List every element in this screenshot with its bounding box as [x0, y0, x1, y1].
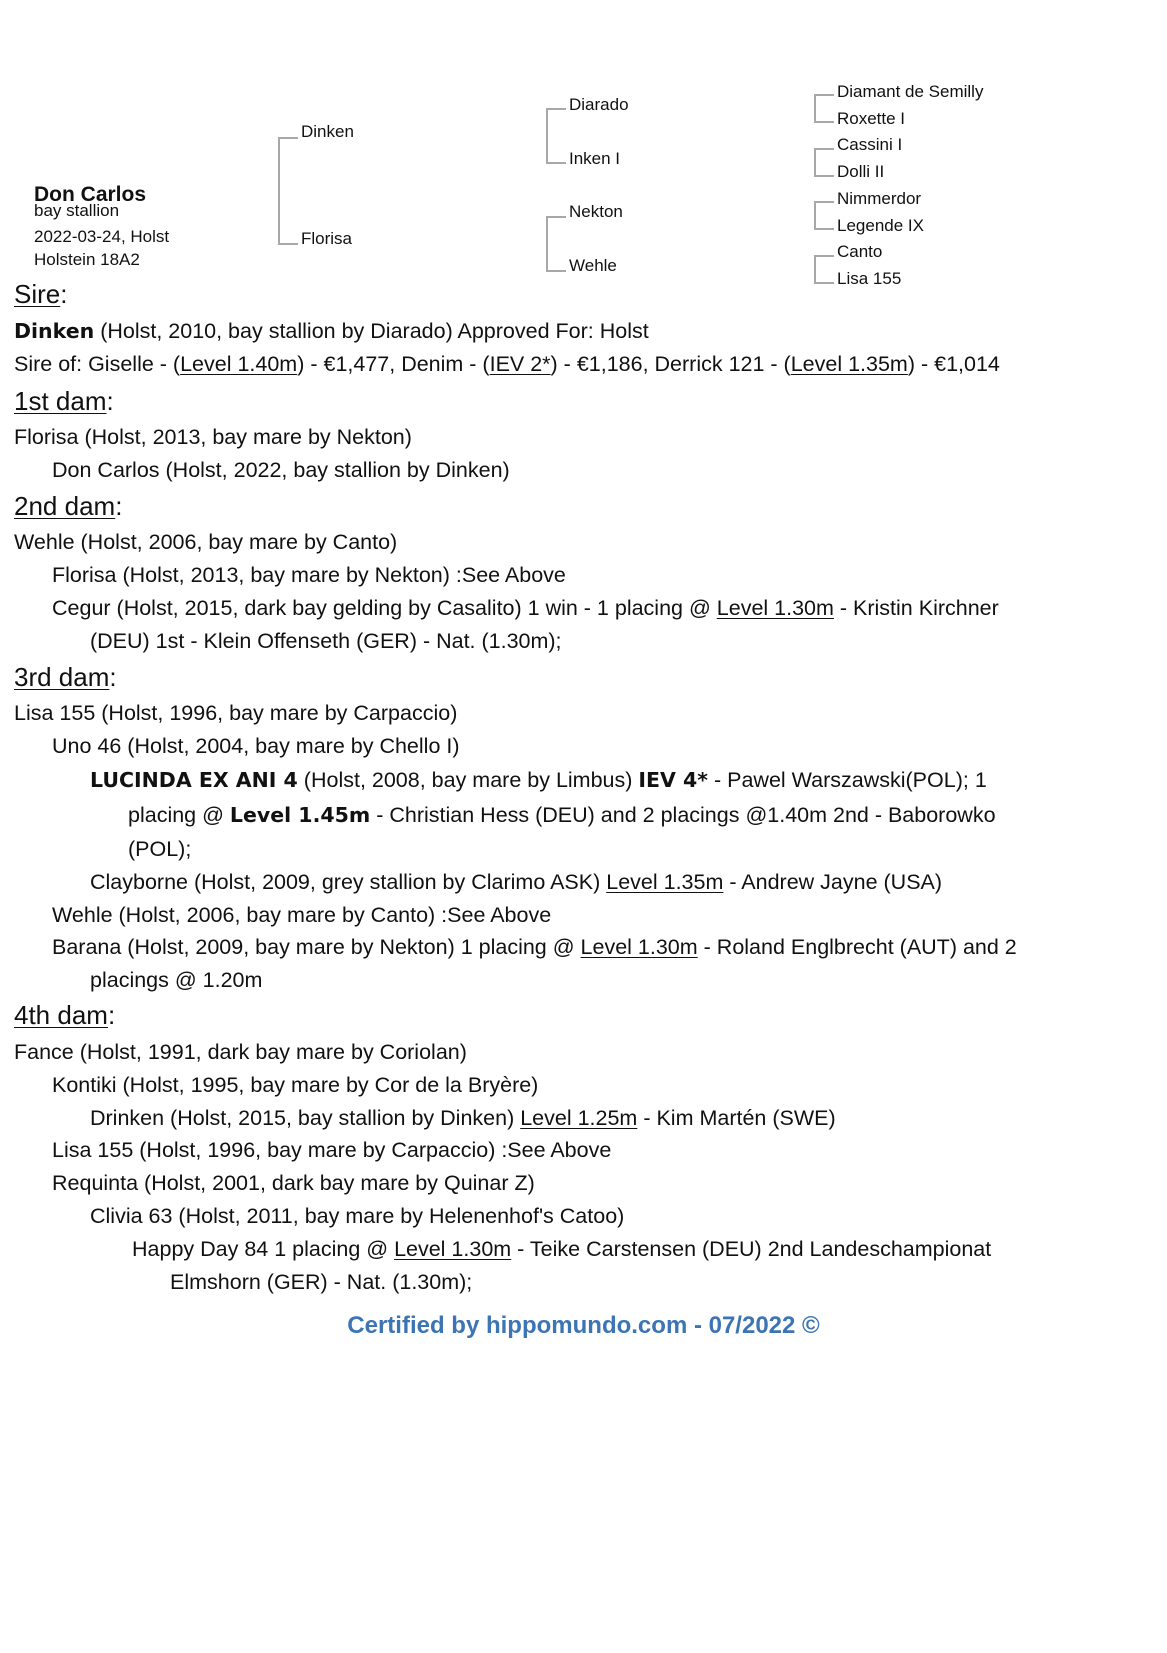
list-item: Don Carlos (Holst, 2022, bay stallion by Dinken) [52, 458, 510, 482]
list-item: Florisa (Holst, 2013, bay mare by Nekton) [14, 425, 412, 449]
list-item-continued: placings @ 1.20m [90, 968, 263, 992]
text: - Pawel Warszawski(POL); 1 [708, 768, 987, 792]
horse-name: Don Carlos [34, 183, 147, 206]
pedigree-gen2-item[interactable]: Nekton [569, 202, 623, 221]
list-item: Fance (Holst, 1991, dark bay mare by Coriolan) [14, 1040, 467, 1064]
level-link[interactable]: Level 1.35m [606, 870, 724, 894]
text: - Christian Hess (DEU) and 2 placings @1.40m 2nd - Baborowko [370, 803, 996, 827]
list-item: Florisa (Holst, 2013, bay mare by Nekton) :See Above [52, 563, 566, 587]
list-item: Kontiki (Holst, 1995, bay mare by Cor de la Bryère) [52, 1073, 539, 1097]
pedigree-gen3-item[interactable]: Lisa 155 [837, 269, 902, 288]
list-item: Requinta (Holst, 2001, dark bay mare by Quinar Z) [52, 1171, 535, 1195]
pedigree-gen2-item[interactable]: Wehle [569, 256, 617, 275]
text: - Roland Englbrecht (AUT) and 2 [697, 935, 1017, 959]
pedigree-gen3-item[interactable]: Nimmerdor [837, 189, 922, 208]
pedigree-gen3-item[interactable]: Dolli II [837, 162, 885, 181]
dam1-heading-text: 1st dam [14, 386, 107, 416]
list-item: Uno 46 (Holst, 2004, bay mare by Chello I) [52, 734, 460, 758]
text: Happy Day 84 1 placing @ [132, 1237, 395, 1261]
dam3-heading: 3rd dam: [14, 662, 117, 692]
pedigree-sire[interactable]: Dinken [301, 122, 354, 141]
sire-line [14, 318, 649, 344]
pedigree-bracket [814, 148, 834, 177]
pedigree-bracket [814, 201, 834, 230]
text: ) - €1,186, Derrick 121 - ( [550, 352, 791, 376]
pedigree-bracket [546, 108, 566, 164]
list-item: Wehle (Holst, 2006, bay mare by Canto) [14, 530, 398, 554]
text: - Kim Martén (SWE) [637, 1106, 836, 1130]
text: Barana (Holst, 2009, bay mare by Nekton) 1 placing @ [52, 935, 581, 959]
sire-name: Dinken [14, 319, 95, 343]
list-item: Clivia 63 (Holst, 2011, bay mare by Helenenhof's Catoo) [90, 1204, 625, 1228]
level-link[interactable]: Level 1.25m [520, 1106, 638, 1130]
text: placing @ [128, 803, 230, 827]
pedigree-bracket [814, 94, 834, 123]
text: - Teike Carstensen (DEU) 2nd Landeschampionat [511, 1237, 992, 1261]
list-item [132, 1236, 991, 1262]
sire-of-line [14, 351, 1000, 377]
horse-registration: Holstein 18A2 [34, 250, 140, 269]
list-item-continued: (POL); [128, 837, 192, 861]
level-link[interactable]: IEV 2* [489, 352, 551, 376]
pedigree-gen3-item[interactable]: Canto [837, 242, 883, 261]
text: - Kristin Kirchner [833, 596, 999, 620]
iev-badge: IEV 4* [638, 768, 709, 792]
pedigree-bracket [546, 216, 566, 272]
pedigree-dam[interactable]: Florisa [301, 229, 353, 248]
sire-heading: Sire: [14, 279, 68, 309]
list-item [90, 1105, 836, 1131]
pedigree-gen3-item[interactable]: Legende IX [837, 216, 924, 235]
pedigree-gen3-item[interactable]: Roxette I [837, 109, 906, 128]
pedigree-bracket [814, 255, 834, 284]
dam2-heading-text: 2nd dam [14, 491, 116, 521]
level-link[interactable]: Level 1.30m [716, 596, 834, 620]
list-item-continued: Elmshorn (GER) - Nat. (1.30m); [170, 1270, 473, 1294]
pedigree-gen2-item[interactable]: Diarado [569, 95, 629, 114]
text: Sire of: Giselle - ( [14, 352, 181, 376]
horse-description: bay stallion [34, 201, 120, 220]
list-item [90, 869, 942, 895]
text: (Holst, 2008, bay mare by Limbus) [297, 768, 639, 792]
text: Clayborne (Holst, 2009, grey stallion by Clarimo ASK) [90, 870, 607, 894]
certification-footer[interactable]: Certified by hippomundo.com - 07/2022 © [347, 1312, 820, 1339]
sire-heading-text: Sire [14, 279, 61, 309]
text: Drinken (Holst, 2015, bay stallion by Dinken) [90, 1106, 521, 1130]
dam3-heading-text: 3rd dam [14, 662, 110, 692]
pedigree-bracket [278, 137, 298, 245]
list-item [52, 934, 1017, 960]
pedigree-gen3-item[interactable]: Diamant de Semilly [837, 82, 984, 101]
list-item: Wehle (Holst, 2006, bay mare by Canto) :See Above [52, 903, 552, 927]
dam4-heading: 4th dam: [14, 1000, 116, 1030]
lucinda-name: LUCINDA EX ANI 4 [90, 768, 298, 792]
text: - Andrew Jayne (USA) [723, 870, 943, 894]
text: ) - €1,014 [907, 352, 1000, 376]
list-item-continued: (DEU) 1st - Klein Offenseth (GER) - Nat. (1.30m); [90, 629, 562, 653]
text: ) - €1,477, Denim - ( [297, 352, 490, 376]
level-link[interactable]: Level 1.35m [790, 352, 908, 376]
horse-birth: 2022-03-24, Holst [34, 227, 170, 246]
pedigree-gen2-item[interactable]: Inken I [569, 149, 621, 168]
level-link[interactable]: Level 1.30m [580, 935, 698, 959]
pedigree-gen3-item[interactable]: Cassini I [837, 135, 903, 154]
level-bold: Level 1.45m [229, 803, 371, 827]
list-item: Lisa 155 (Holst, 1996, bay mare by Carpaccio) [14, 701, 458, 725]
dam1-heading: 1st dam: [14, 386, 114, 416]
list-item [90, 767, 987, 793]
list-item-continued [128, 802, 996, 828]
list-item [52, 595, 999, 621]
dam4-heading-text: 4th dam [14, 1000, 108, 1030]
list-item: Lisa 155 (Holst, 1996, bay mare by Carpaccio) :See Above [52, 1138, 612, 1162]
level-link[interactable]: Level 1.40m [180, 352, 298, 376]
level-link[interactable]: Level 1.30m [394, 1237, 512, 1261]
text: Cegur (Holst, 2015, dark bay gelding by Casalito) 1 win - 1 placing @ [52, 596, 717, 620]
sire-details: (Holst, 2010, bay stallion by Diarado) Approved For: Holst [94, 319, 649, 343]
dam2-heading: 2nd dam: [14, 491, 123, 521]
